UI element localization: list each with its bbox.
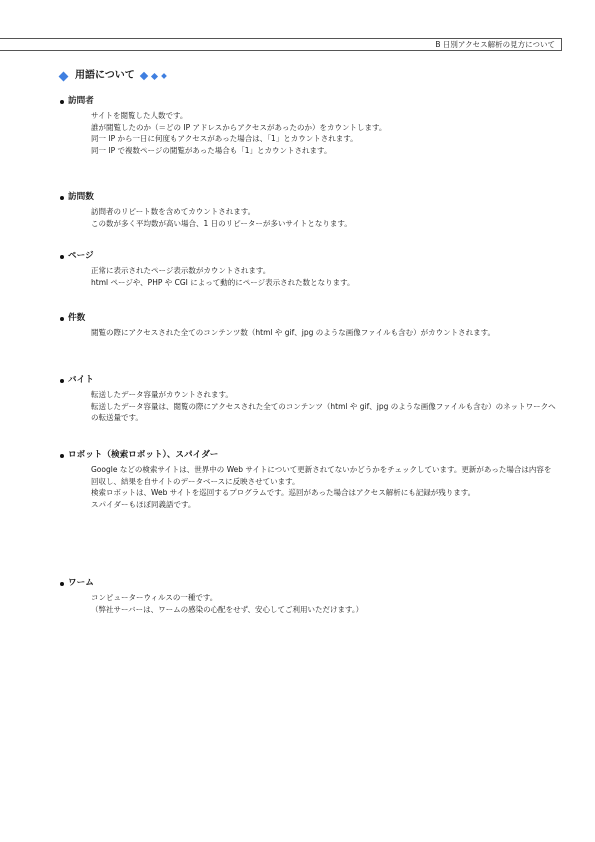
diamond-icon	[161, 73, 167, 79]
term-description	[91, 265, 558, 288]
term-heading	[60, 250, 558, 263]
description-line: 同一 IP で複数ページの閲覧があった場合も「1」とカウントされます。	[91, 145, 332, 155]
term-description	[91, 464, 558, 510]
term-heading	[60, 449, 558, 462]
description-line: Google などの検索サイトは、世界中の Web サイトについて更新されてないかどうかをチェックしています。更新があった場合は内容を回収し、結果を自サイトのデータベースに反映させています。	[91, 465, 552, 486]
description-line: （弊社サーバーは、ワームの感染の心配をせず、安心してご利用いただけます。）	[91, 604, 364, 614]
term-robots	[60, 449, 558, 510]
term-name: 訪問者	[68, 96, 94, 106]
term-heading	[60, 577, 558, 590]
bullet-icon	[60, 582, 64, 586]
term-name: ロボット（検索ロボット）、スパイダー	[68, 450, 219, 460]
diamond-icon	[59, 71, 69, 81]
description-line: 訪問者のリピート数を含めてカウントされます。	[91, 207, 256, 216]
description-line: 転送したデータ容量がカウントされます。	[91, 390, 233, 399]
term-name: ワーム	[68, 578, 94, 588]
term-name: 訪問数	[68, 192, 94, 202]
diamond-icon	[140, 72, 148, 80]
term-name: 件数	[68, 313, 86, 323]
header-title: B 日別アクセス解析の見方について	[435, 40, 555, 49]
description-line: html ページや、PHP や CGI によって動的にページ表示された数となります。	[91, 277, 355, 287]
description-line: スパイダーもほぼ同義語です。	[91, 499, 196, 509]
term-description	[91, 389, 558, 424]
term-heading	[60, 374, 558, 387]
term-heading	[60, 312, 558, 325]
bullet-icon	[60, 255, 64, 259]
term-description	[91, 206, 558, 229]
term-bytes	[60, 374, 558, 424]
header-bar	[0, 38, 562, 51]
diamond-icon	[151, 72, 158, 79]
description-line: 正常に表示されたページ表示数がカウントされます。	[91, 266, 271, 275]
bullet-icon	[60, 379, 64, 383]
term-name: バイト	[68, 375, 94, 385]
section-title	[60, 69, 169, 83]
description-line: 検索ロボットは、Web サイトを巡回するプログラムです。巡回があった場合はアクセス解析にも記録が残ります。	[91, 488, 476, 497]
description-line: 同一 IP から一日に何度もアクセスがあった場合は、「1」とカウントされます。	[91, 134, 358, 143]
term-visitors	[60, 95, 558, 156]
term-heading	[60, 95, 558, 108]
term-visits	[60, 191, 558, 229]
term-description	[91, 110, 558, 156]
bullet-icon	[60, 100, 64, 104]
term-heading	[60, 191, 558, 204]
bullet-icon	[60, 317, 64, 321]
section-title-text: 用語について	[75, 70, 135, 81]
term-description	[91, 327, 558, 339]
description-line: サイトを閲覧した人数です。	[91, 111, 188, 120]
term-hits	[60, 312, 558, 339]
description-line: 閲覧の際にアクセスされた全てのコンテンツ数（html や gif、jpg のような画像ファイルも含む）がカウントされます。	[91, 328, 495, 337]
description-line: 誰が閲覧したのか（＝どの IP アドレスからアクセスがあったのか）をカウントします。	[91, 122, 387, 132]
term-description	[91, 592, 558, 615]
description-line: この数が多く平均数が高い場合、1 日のリピーターが多いサイトとなります。	[91, 218, 352, 228]
term-worm	[60, 577, 558, 615]
description-line: 転送したデータ容量は、閲覧の際にアクセスされた全てのコンテンツ（html や gif、jpg のような画像ファイルも含む）のネットワークへの転送量です。	[91, 401, 556, 422]
term-name: ページ	[68, 251, 94, 261]
bullet-icon	[60, 196, 64, 200]
term-pages	[60, 250, 558, 288]
bullet-icon	[60, 454, 64, 458]
description-line: コンピューターウィルスの一種です。	[91, 593, 218, 602]
